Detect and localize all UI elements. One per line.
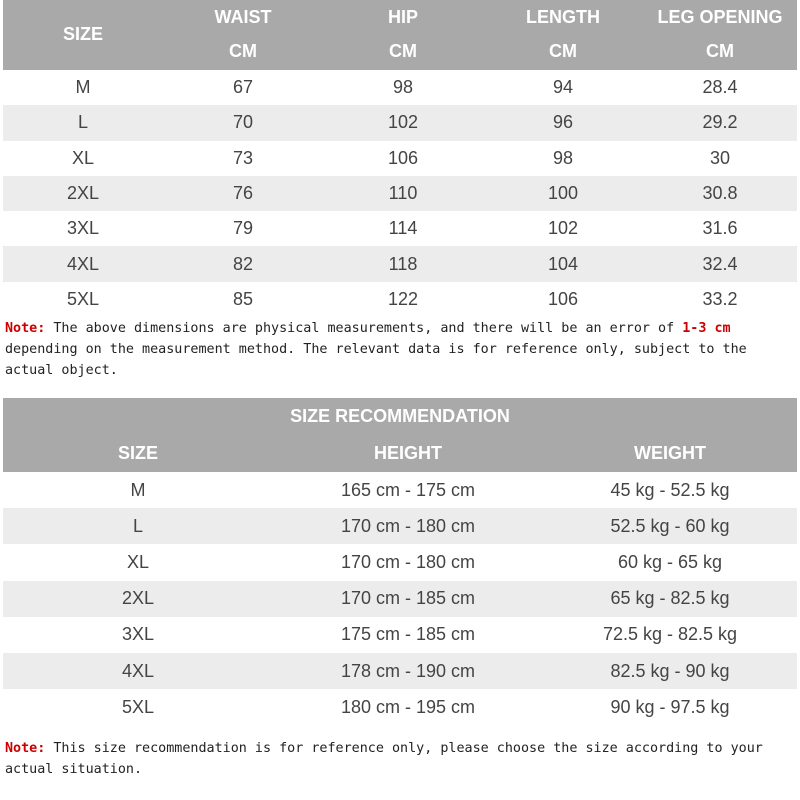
table-row (3, 508, 797, 544)
hip-cell: 98 (392, 77, 414, 98)
size-cell: 3XL (121, 624, 155, 645)
length-cell: 100 (547, 183, 579, 204)
size-cell: L (77, 112, 88, 133)
header-size (3, 0, 163, 70)
leg-opening-cell: 31.6 (702, 218, 738, 239)
table-row (3, 176, 797, 211)
header-size-label: SIZE (62, 24, 103, 44)
size-cell: M (75, 77, 91, 98)
hip-cell: 102 (387, 112, 419, 133)
header-waist-unit: CM (229, 41, 257, 61)
measurement-table-header (3, 0, 797, 70)
weight-cell: 72.5 kg - 82.5 kg (602, 624, 738, 645)
weight-cell: 52.5 kg - 60 kg (610, 515, 730, 536)
table-row (3, 70, 797, 105)
table-row (3, 472, 797, 508)
leg-opening-cell: 29.2 (702, 112, 738, 133)
hip-cell: 110 (388, 183, 418, 204)
measurement-table (3, 0, 797, 317)
table-row (3, 617, 797, 653)
header-hip-label: HIP (387, 7, 418, 27)
table-row (3, 282, 797, 317)
table-row (3, 211, 797, 246)
height-cell: 165 cm - 175 cm (340, 479, 476, 500)
height-cell: 170 cm - 180 cm (340, 551, 476, 572)
waist-cell: 67 (232, 77, 254, 98)
height-cell: 178 cm - 190 cm (340, 660, 476, 681)
size-recommendation-table (3, 398, 797, 725)
leg-opening-cell: 30 (709, 147, 731, 168)
leg-opening-cell: 28.4 (702, 77, 738, 98)
leg-opening-cell: 32.4 (702, 253, 738, 274)
header-length-unit: CM (549, 41, 577, 61)
header-leg-opening (643, 0, 797, 70)
height-cell: 175 cm - 185 cm (340, 624, 476, 645)
note-text: This size recommendation is for reference only, please choose the size according to your actual situation. (5, 741, 763, 777)
length-cell: 96 (552, 112, 574, 133)
waist-cell: 79 (232, 218, 254, 239)
header-leg-opening-unit: CM (706, 41, 734, 61)
length-cell: 106 (547, 288, 579, 309)
table-row (3, 689, 797, 725)
error-range-highlight: 1-3 cm (682, 321, 731, 336)
size-cell: 4XL (121, 660, 155, 681)
weight-cell: 60 kg - 65 kg (617, 551, 723, 572)
waist-cell: 82 (232, 253, 254, 274)
weight-cell: 65 kg - 82.5 kg (610, 588, 730, 609)
leg-opening-cell: 33.2 (702, 288, 738, 309)
header-leg-opening-label: LEG OPENING (657, 7, 783, 27)
size-cell: XL (71, 147, 95, 168)
size-cell: 2XL (66, 183, 100, 204)
size-cell: XL (126, 551, 150, 572)
waist-cell: 73 (232, 147, 254, 168)
length-cell: 98 (552, 147, 574, 168)
size-cell: 4XL (66, 253, 100, 274)
length-cell: 104 (547, 253, 579, 274)
size-cell: 5XL (66, 288, 100, 309)
weight-cell: 45 kg - 52.5 kg (610, 479, 730, 500)
table-row (3, 544, 797, 580)
table-row (3, 105, 797, 140)
table-row (3, 581, 797, 617)
length-cell: 94 (552, 77, 574, 98)
waist-cell: 85 (232, 288, 254, 309)
weight-cell: 90 kg - 97.5 kg (610, 696, 730, 717)
hip-cell: 114 (388, 218, 418, 239)
waist-cell: 76 (232, 183, 254, 204)
weight-cell: 82.5 kg - 90 kg (610, 660, 730, 681)
note-label: Note: (5, 741, 46, 756)
header-length-label: LENGTH (526, 7, 600, 27)
table-row (3, 246, 797, 281)
note-label: Note: (5, 321, 46, 336)
note-text-continued: depending on the measurement method. The relevant data is for reference only, subject to the actual object. (5, 342, 747, 378)
height-cell: 180 cm - 195 cm (340, 696, 476, 717)
size-cell: M (130, 479, 146, 500)
size-cell: L (132, 515, 143, 536)
note-text: The above dimensions are physical measurements, and there will be an error of (45, 321, 683, 336)
table-row (3, 141, 797, 176)
recommendation-table-header (3, 434, 797, 472)
size-cell: 5XL (121, 696, 155, 717)
hip-cell: 118 (388, 253, 418, 274)
recommendation-note (5, 738, 797, 780)
height-cell: 170 cm - 180 cm (340, 515, 476, 536)
recommendation-title: SIZE RECOMMENDATION (3, 398, 797, 434)
header-waist-label: WAIST (214, 7, 272, 27)
header-size: SIZE (117, 442, 158, 463)
size-cell: 2XL (121, 588, 155, 609)
header-height: HEIGHT (373, 442, 442, 463)
length-cell: 102 (547, 218, 579, 239)
header-hip-unit: CM (389, 41, 417, 61)
header-length (483, 0, 643, 70)
header-waist (163, 0, 323, 70)
height-cell: 170 cm - 185 cm (340, 588, 476, 609)
hip-cell: 106 (387, 147, 419, 168)
size-cell: 3XL (66, 218, 100, 239)
hip-cell: 122 (387, 288, 419, 309)
leg-opening-cell: 30.8 (702, 183, 738, 204)
header-hip (323, 0, 483, 70)
table-row (3, 653, 797, 689)
measurement-note (5, 318, 797, 381)
header-weight: WEIGHT (634, 442, 706, 463)
waist-cell: 70 (232, 112, 254, 133)
